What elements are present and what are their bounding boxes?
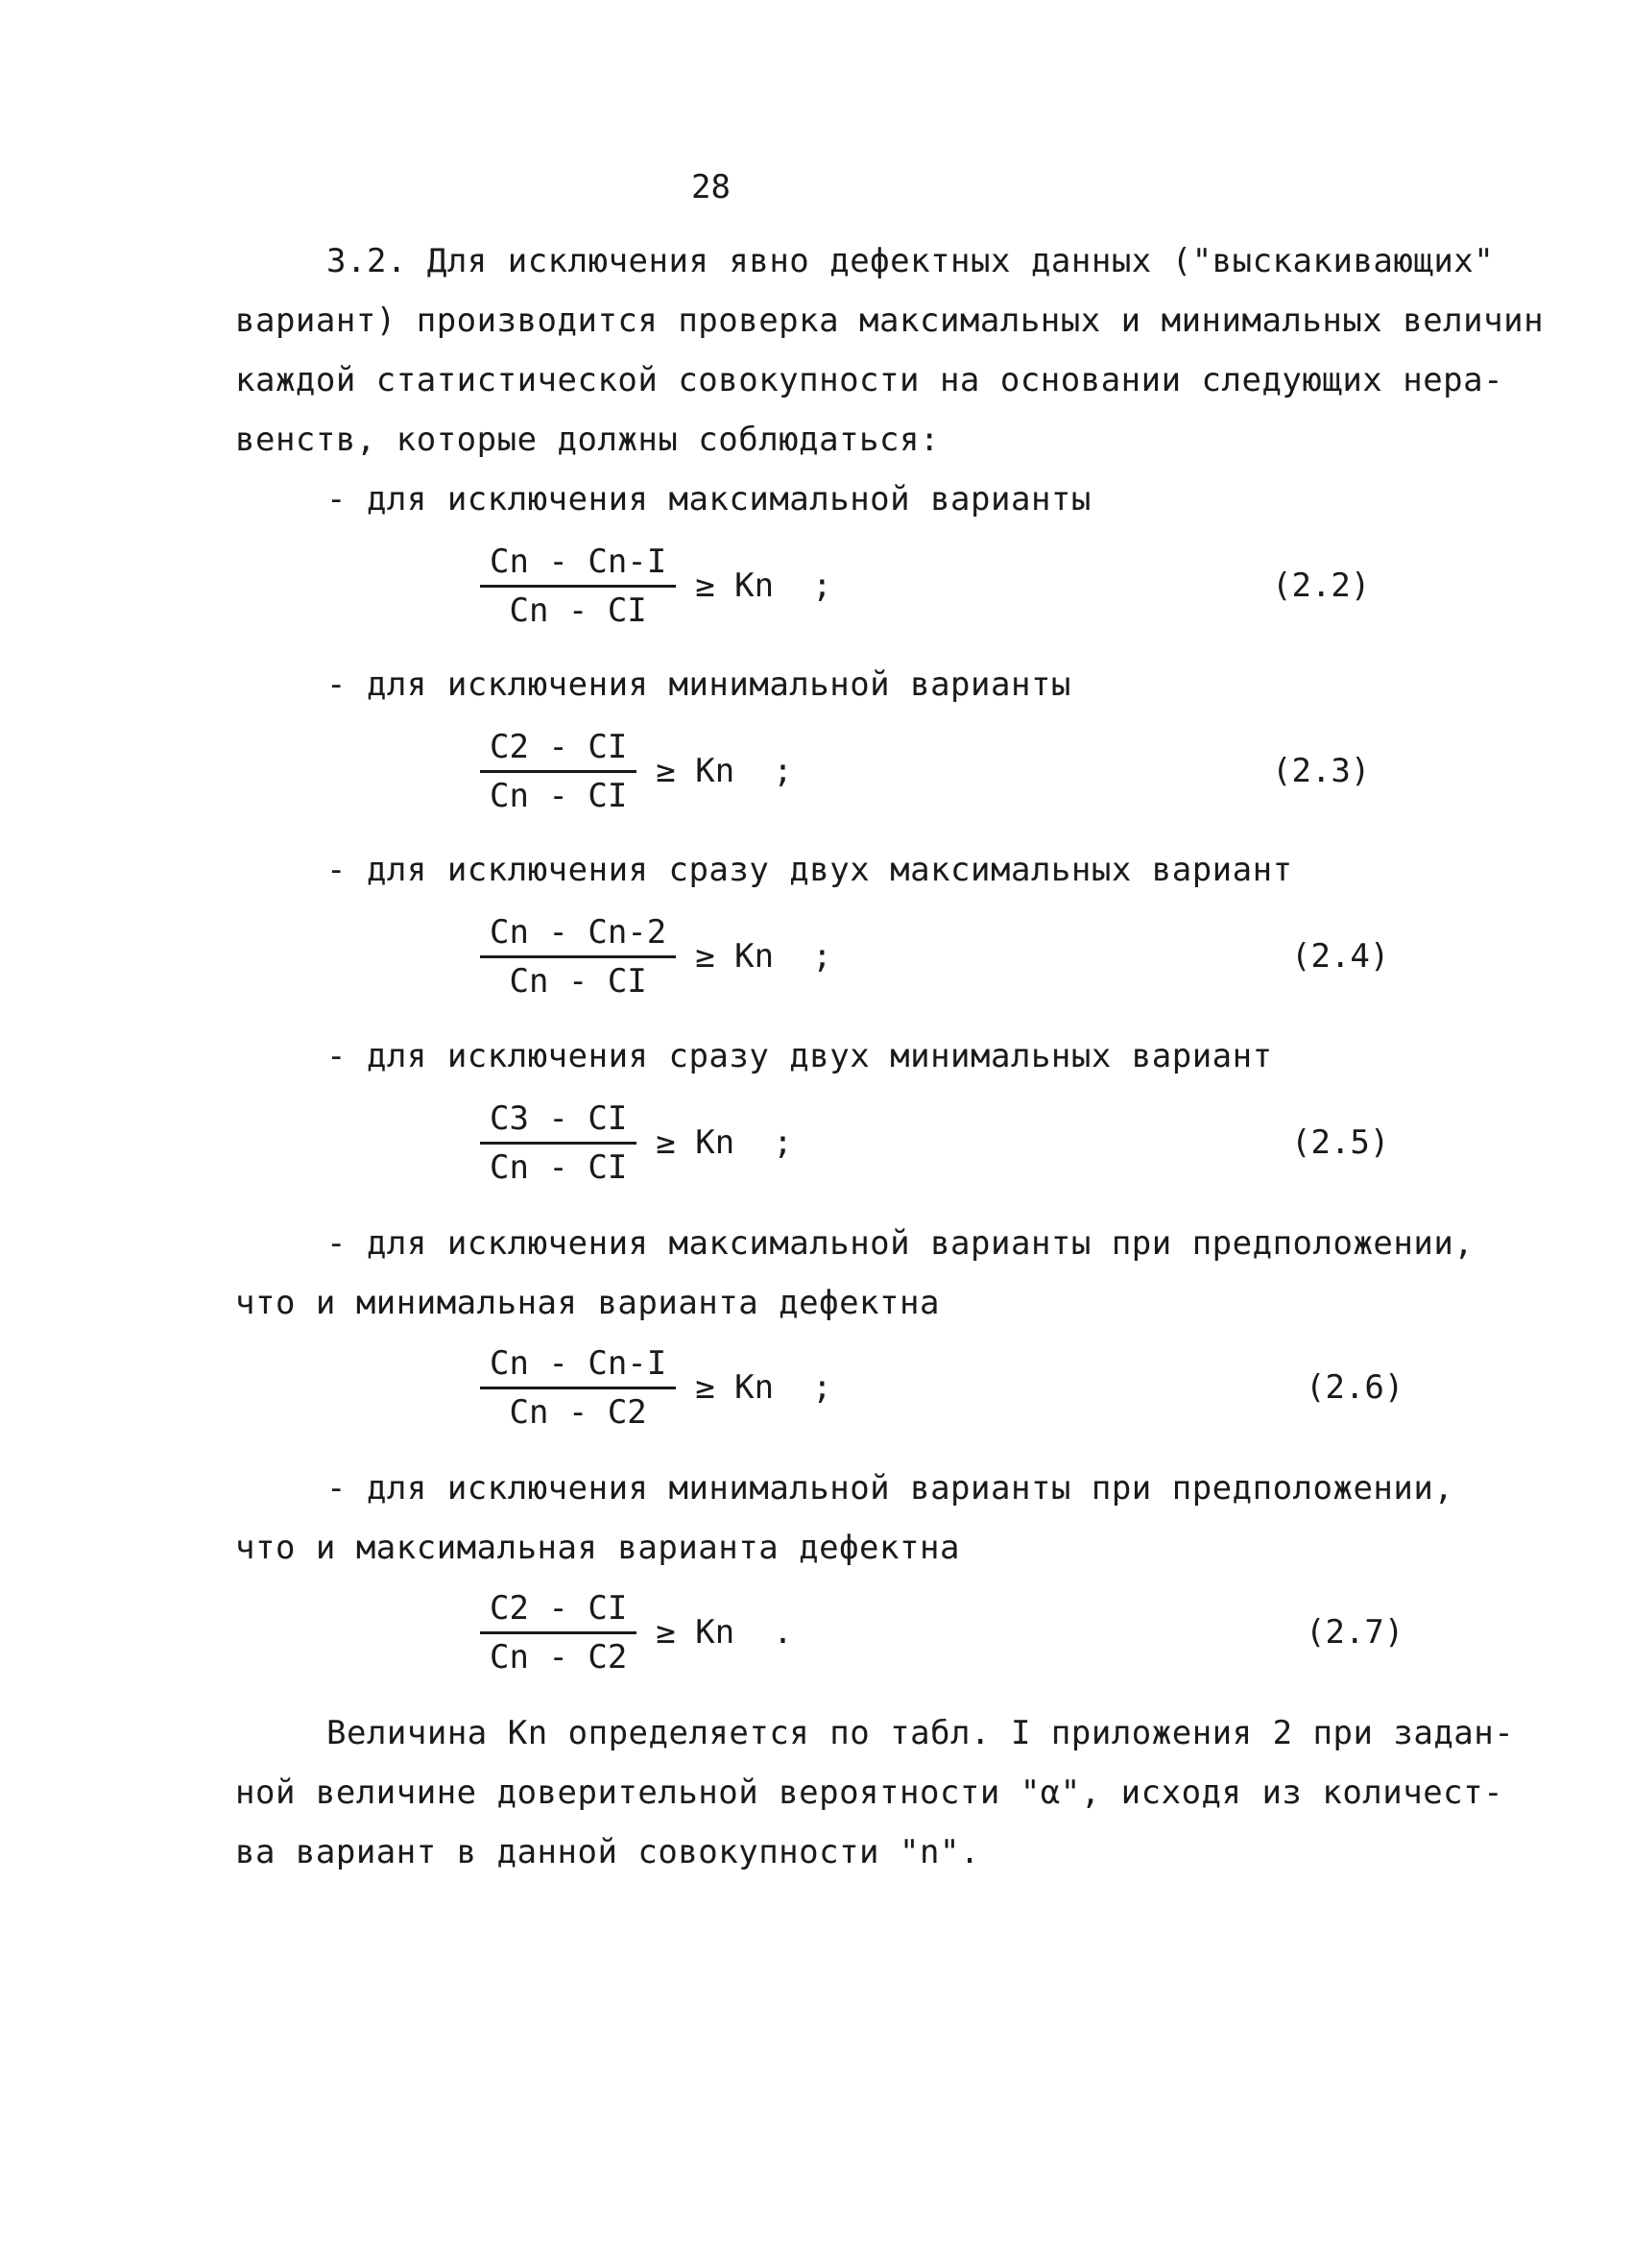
denominator: Cn - CI <box>490 1147 628 1187</box>
equation-number: (2.6) <box>1306 1368 1404 1407</box>
terminator: ; <box>812 937 832 976</box>
fraction <box>480 913 676 1001</box>
formula-2-4 <box>480 904 832 1009</box>
paragraph-line: венств, которые должны соблюдаться: <box>235 421 940 459</box>
page-number: 28 <box>691 168 731 206</box>
numerator: Cn - Cn-2 <box>480 913 676 958</box>
terminator: . <box>773 1613 793 1652</box>
equation-number: (2.7) <box>1306 1613 1404 1652</box>
terminator: ; <box>773 752 793 790</box>
formula-2-2 <box>480 533 832 639</box>
formula-2-6 <box>480 1335 832 1440</box>
formula-2-3 <box>480 718 793 824</box>
closing-line: ной величине доверительной вероятности "α", исходя из количест- <box>235 1773 1504 1812</box>
fraction <box>480 1099 636 1187</box>
relation: ≥ Kn <box>656 1123 735 1162</box>
denominator: Cn - C2 <box>490 1637 628 1677</box>
fraction <box>480 728 636 815</box>
numerator: Cn - Cn-I <box>480 543 676 588</box>
relation: ≥ Kn <box>656 752 735 790</box>
numerator: C3 - CI <box>480 1099 636 1145</box>
equation-number: (2.5) <box>1291 1123 1390 1162</box>
equation-number: (2.2) <box>1272 567 1371 605</box>
closing-line: Величина Kn определяется по табл. I приложения 2 при задан- <box>326 1714 1515 1752</box>
denominator: Cn - C2 <box>509 1392 647 1432</box>
paragraph-line: 3.2. Для исключения явно дефектных данных ("выскакивающих" <box>326 242 1495 280</box>
formula-2-7 <box>480 1580 793 1685</box>
numerator: C2 - CI <box>480 1589 636 1634</box>
item-label: - для исключения сразу двух минимальных вариант <box>326 1037 1273 1075</box>
item-label-continuation: что и минимальная варианта дефектна <box>235 1284 940 1322</box>
paragraph-line: каждой статистической совокупности на основании следующих нера- <box>235 361 1504 399</box>
numerator: Cn - Cn-I <box>480 1344 676 1389</box>
denominator: Cn - CI <box>509 961 647 1001</box>
terminator: ; <box>812 567 832 605</box>
item-label: - для исключения максимальной варианты <box>326 480 1092 519</box>
relation: ≥ Kn <box>695 937 775 976</box>
item-label: - для исключения сразу двух максимальных вариант <box>326 851 1293 889</box>
terminator: ; <box>773 1123 793 1162</box>
equation-number: (2.4) <box>1291 937 1390 976</box>
denominator: Cn - CI <box>490 776 628 815</box>
fraction <box>480 1344 676 1432</box>
relation: ≥ Kn <box>695 1368 775 1407</box>
paragraph-line: вариант) производится проверка максимальных и минимальных величин <box>235 302 1545 340</box>
fraction <box>480 1589 636 1677</box>
item-label: - для исключения минимальной варианты <box>326 665 1071 704</box>
relation: ≥ Kn <box>656 1613 735 1652</box>
fraction <box>480 543 676 630</box>
item-label: - для исключения максимальной варианты при предположении, <box>326 1224 1475 1263</box>
equation-number: (2.3) <box>1272 752 1371 790</box>
formula-2-5 <box>480 1090 793 1195</box>
terminator: ; <box>812 1368 832 1407</box>
denominator: Cn - CI <box>509 591 647 630</box>
item-label: - для исключения минимальной варианты при предположении, <box>326 1469 1454 1508</box>
relation: ≥ Kn <box>695 567 775 605</box>
numerator: C2 - CI <box>480 728 636 773</box>
closing-line: ва вариант в данной совокупности "n". <box>235 1833 980 1871</box>
item-label-continuation: что и максимальная варианта дефектна <box>235 1529 960 1567</box>
